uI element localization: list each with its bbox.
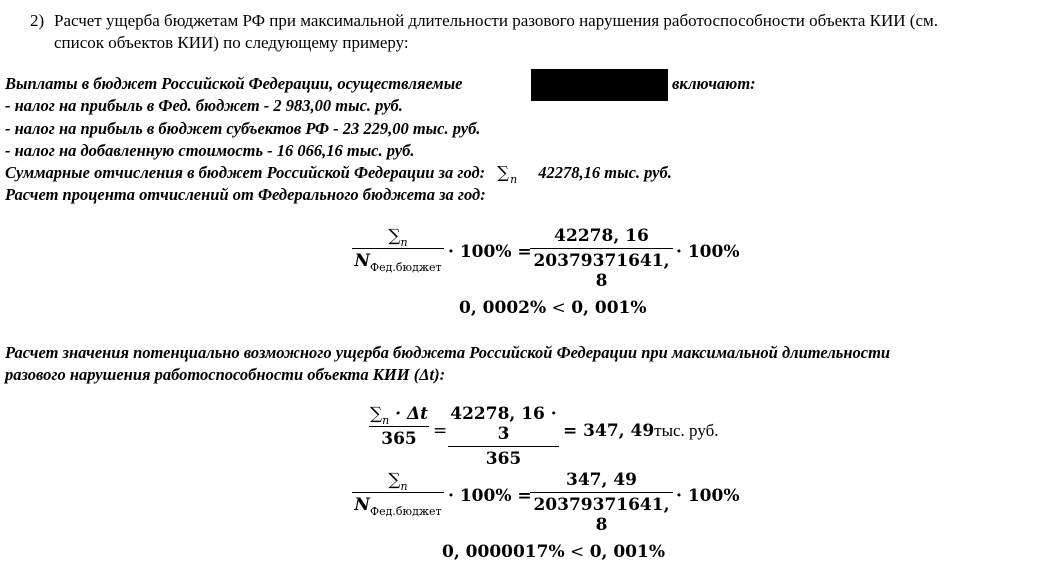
damage-heading-line-1: Расчет значения потенциально возможного ущерба бюджета Российской Федерации при максимальной длительности [5, 343, 891, 362]
total-prefix: Суммарные отчисления в бюджет Российской Федерации за год: [5, 163, 486, 182]
tax-line-2: - налог на прибыль в бюджет субъектов РФ - 23 229,00 тыс. руб. [5, 119, 481, 138]
formula2-eq: = [433, 421, 448, 441]
formula2-left-fraction: $\sum_n \cdot \Delta t$ 365 [369, 404, 429, 449]
formula2-result: = 347, 49тыс. руб. [563, 421, 719, 441]
payments-prefix: Выплаты в бюджет Российской Федерации, осуществляемые [5, 74, 463, 93]
formula1-left-fraction: $\sum_n$ $N_{Фед.бюджет}$ [352, 226, 444, 271]
tax-line-3: - налог на добавленную стоимость - 16 066,16 тыс. руб. [5, 141, 415, 160]
sigma-symbol: $\sum_n$ [497, 163, 518, 186]
formula3-rtimes: · 100% [676, 486, 740, 506]
payments-suffix: включают: [672, 74, 756, 93]
formula1-right-fraction: 42278, 16 20379371641, 8 [530, 226, 673, 291]
item-number: 2) [30, 11, 45, 30]
formula3-left-fraction: $\sum_n$ $N_{Фед.бюджет}$ [352, 470, 444, 515]
redaction-block [531, 69, 668, 101]
result1: 0, 0002% < 0, 001% [459, 298, 647, 318]
formula1-times: · 100% = [448, 242, 532, 262]
percent-heading: Расчет процента отчислений от Федерального бюджета за год: [5, 185, 486, 204]
total-value: 42278,16 тыс. руб. [538, 163, 672, 182]
formula3-right-fraction: 347, 49 20379371641, 8 [530, 470, 673, 535]
total-line [5, 162, 672, 186]
damage-heading-line-2: разового нарушения работоспособности объекта КИИ (Δt): [5, 365, 446, 384]
formula1-rtimes: · 100% [676, 242, 740, 262]
payments-line [5, 73, 462, 95]
formula3-times: · 100% = [448, 486, 532, 506]
formula2-right-fraction: 42278, 16 · 3 365 [448, 404, 559, 469]
item-line-1: Расчет ущерба бюджетам РФ при максимальной длительности разового нарушения работоспособности объекта КИИ (см. [54, 11, 938, 30]
item-line-2: список объектов КИИ) по следующему примеру: [54, 33, 409, 52]
tax-line-1: - налог на прибыль в Фед. бюджет - 2 983,00 тыс. руб. [5, 96, 403, 115]
result2: 0, 0000017% < 0, 001% [442, 542, 665, 562]
